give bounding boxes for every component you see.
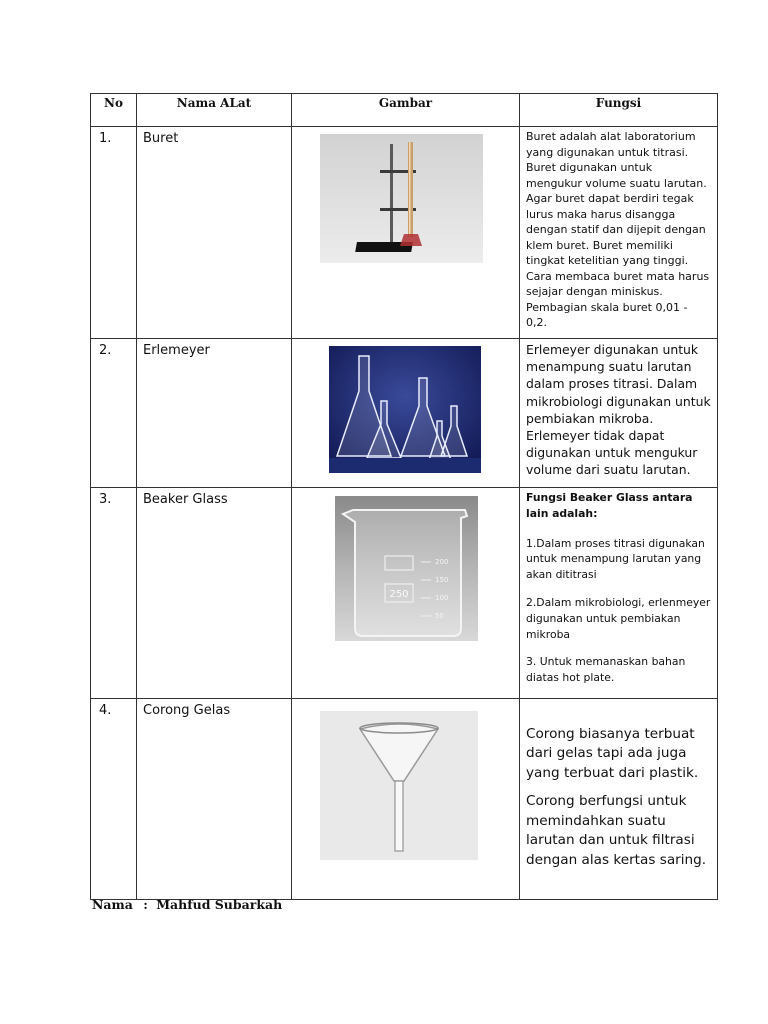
table-row bbox=[91, 488, 718, 699]
row-number: 4. bbox=[91, 698, 137, 899]
table-row bbox=[91, 339, 718, 488]
row-number: 2. bbox=[91, 339, 137, 488]
table-row bbox=[91, 698, 718, 899]
tool-function bbox=[520, 698, 718, 899]
burette-stand-photo-icon bbox=[320, 134, 483, 263]
tool-function bbox=[520, 488, 718, 699]
tool-function: Erlemeyer digunakan untuk menampung suatu larutan dalam proses titrasi. Dalam mikrobiologi digunakan untuk pembiakan mikroba. Erlemeyer tidak dapat digunakan untuk mengukur volume dari suatu larutan. bbox=[520, 339, 718, 488]
beaker-scale-label: 150 bbox=[435, 576, 449, 584]
function-paragraph: Corong biasanya terbuat dari gelas tapi ada juga yang terbuat dari plastik. bbox=[526, 725, 699, 781]
tool-image-cell bbox=[292, 488, 520, 699]
header-nama-alat: Nama ALat bbox=[137, 94, 292, 127]
function-item: 1.Dalam proses titrasi digunakan untuk menampung larutan yang akan dititrasi bbox=[526, 536, 705, 582]
beaker-volume-label: 250 bbox=[389, 589, 409, 600]
function-paragraph: Corong berfungsi untuk memindahkan suatu larutan dan untuk filtrasi dengan alas kertas saring. bbox=[526, 793, 707, 868]
author-label: Nama bbox=[92, 897, 133, 912]
beaker-glass-photo-icon bbox=[335, 496, 478, 641]
alat-laboratorium-table bbox=[90, 93, 718, 900]
table-row bbox=[91, 127, 718, 339]
function-heading: Fungsi Beaker Glass antara lain adalah: bbox=[526, 491, 693, 520]
tool-name: Erlemeyer bbox=[137, 339, 292, 488]
author-name: Mahfud Subarkah bbox=[156, 897, 283, 912]
beaker-scale-label: 100 bbox=[435, 594, 449, 602]
author-separator: : bbox=[143, 897, 148, 912]
tool-image-cell bbox=[292, 698, 520, 899]
glass-funnel-photo-icon bbox=[320, 711, 478, 860]
tool-image-cell bbox=[292, 127, 520, 339]
table-header-row bbox=[91, 94, 718, 127]
tool-name: Corong Gelas bbox=[137, 698, 292, 899]
header-no: No bbox=[91, 94, 137, 127]
function-item: 3. Untuk memanaskan bahan diatas hot plate. bbox=[526, 655, 686, 685]
beaker-scale-label: 200 bbox=[435, 558, 449, 566]
tool-name: Buret bbox=[137, 127, 292, 339]
row-number: 3. bbox=[91, 488, 137, 699]
header-fungsi: Fungsi bbox=[520, 94, 718, 127]
tool-function: Buret adalah alat laboratorium yang digunakan untuk titrasi. Buret digunakan untuk mengukur volume suatu larutan. Agar buret dapat berdiri tegak lurus maka harus disangga dengan statif dan dijepit dengan klem buret. Buret memiliki tingkat ketelitian yang tinggi. Cara membaca buret mata harus sejajar dengan miniskus. Pembagian skala buret 0,01 - 0,2. bbox=[520, 127, 718, 339]
function-item: 2.Dalam mikrobiologi, erlenmeyer digunakan untuk pembiakan mikroba bbox=[526, 595, 711, 641]
author-line bbox=[92, 897, 282, 912]
erlenmeyer-flasks-photo-icon bbox=[329, 346, 481, 473]
beaker-scale-label: 50 bbox=[435, 612, 444, 620]
header-gambar: Gambar bbox=[292, 94, 520, 127]
tool-image-cell bbox=[292, 339, 520, 488]
row-number: 1. bbox=[91, 127, 137, 339]
tool-name: Beaker Glass bbox=[137, 488, 292, 699]
